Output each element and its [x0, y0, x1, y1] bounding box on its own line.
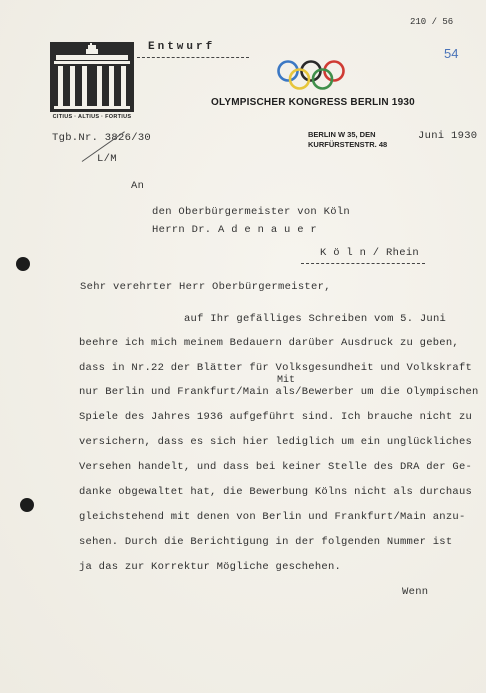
- punch-hole-bottom: [20, 498, 34, 512]
- typist-initials: L/M: [97, 153, 117, 165]
- letter-line: versichern, dass es sich hier lediglich um ein unglückliches: [79, 436, 473, 448]
- letter-line: sehen. Durch die Berichtigung in der folgenden Nummer ist: [79, 536, 453, 548]
- letter-line: danke obgewaltet hat, die Bewerbung Kölns nicht als durchaus: [79, 486, 473, 498]
- letter-line: auf Ihr gefälliges Schreiben vom 5. Juni: [184, 313, 447, 325]
- journal-number: Tgb.Nr. 3826/30: [52, 132, 152, 144]
- letter-line: dass in Nr.22 der Blätter für Volksgesundheit und Volkskraft: [79, 362, 473, 374]
- letter-line: gleichstehend mit denen von Berlin und Frankfurt/Main anzu-: [79, 511, 466, 523]
- letter-date: Juni 1930: [418, 130, 478, 142]
- olympic-rings-icon: [276, 58, 346, 90]
- punch-hole-top: [16, 257, 30, 271]
- office-address-line2: KURFÜRSTENSTR. 48: [308, 140, 388, 149]
- office-address-line1: BERLIN W 35, DEN: [308, 130, 376, 139]
- draft-underline: [137, 57, 249, 58]
- organization-heading: OLYMPISCHER KONGRESS BERLIN 1930: [211, 97, 415, 108]
- letter-line: beehre ich mich meinem Bedauern darüber Ausdruck zu geben,: [79, 337, 459, 349]
- recipient-line2: Herrn Dr. A d e n a u e r: [152, 224, 318, 236]
- letter-greeting: Sehr verehrter Herr Oberbürgermeister,: [80, 281, 331, 293]
- brandenburg-gate-icon: [50, 42, 134, 112]
- recipient-an: An: [131, 180, 145, 192]
- recipient-city: K ö l n / Rhein: [320, 247, 420, 259]
- continuation-word: Wenn: [402, 586, 429, 598]
- recipient-line1: den Oberbürgermeister von Köln: [152, 206, 351, 218]
- logo-motto: CITIUS · ALTIUS · FORTIUS: [52, 114, 132, 120]
- letter-line: nur Berlin und Frankfurt/Main als/Bewerber um die Olympischen: [79, 386, 479, 398]
- letter-line: Spiele des Jahres 1936 aufgeführt sind. Ich brauche nicht zu: [79, 411, 473, 423]
- insertion-mit: Mit: [277, 375, 296, 386]
- archive-page-number: 54: [444, 46, 459, 61]
- city-underline: [301, 263, 425, 264]
- brandenburg-gate-logo: [50, 42, 134, 122]
- letter-line: ja das zur Korrektur Mögliche geschehen.: [79, 561, 342, 573]
- draft-label: Entwurf: [148, 41, 216, 53]
- letter-line: Versehen handelt, und dass bei keiner Stelle des DRA der Ge-: [79, 461, 473, 473]
- archive-folio: 210 / 56: [410, 17, 454, 27]
